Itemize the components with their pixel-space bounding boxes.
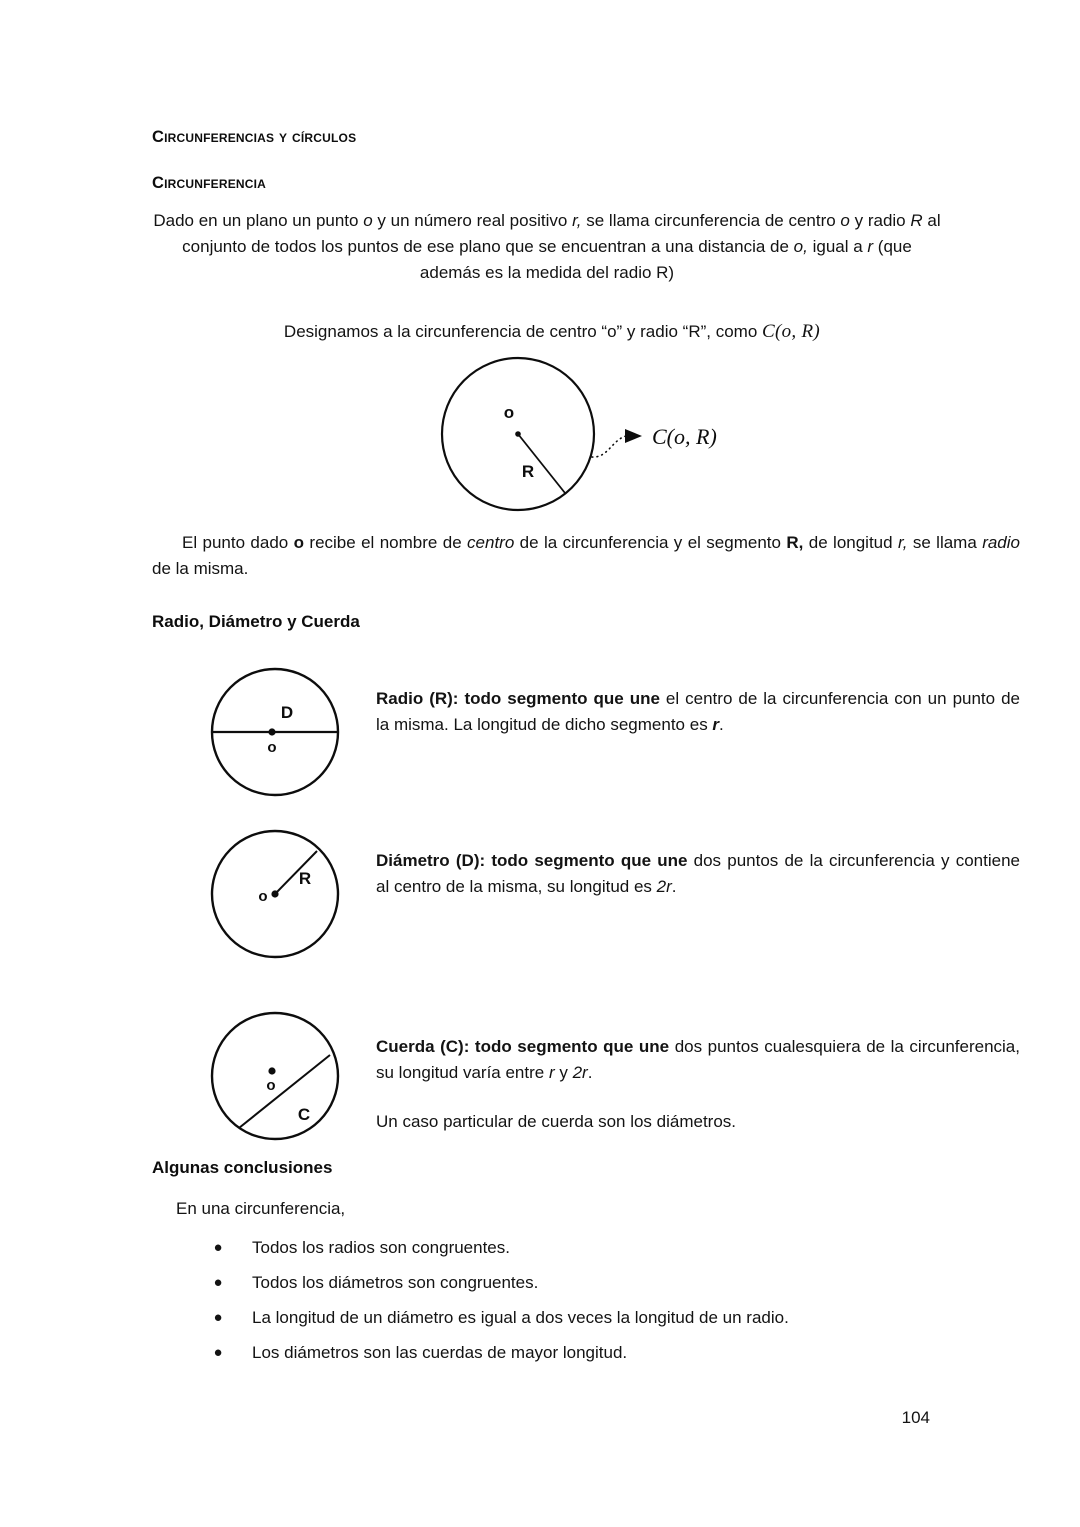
intro-var-o2: o	[840, 211, 850, 230]
designation-text	[152, 318, 952, 347]
definition-row-diametro	[152, 822, 1020, 987]
center-label: o	[503, 403, 515, 422]
main-circle-figure	[420, 352, 760, 522]
diametro-body-a: dos puntos de la circunferencia y contiene al centro de la misma, su longitud es	[376, 851, 1020, 897]
designation-lead: Designamos a la circunferencia de centro “o” y radio “R”, como	[283, 322, 763, 341]
centro-bold-R: R,	[786, 533, 804, 552]
chord-segment	[239, 1055, 330, 1128]
centro-seg-i: se llama	[907, 533, 983, 552]
figure-circle-with-chord	[187, 1008, 387, 1168]
cuerda-body-mid: y	[554, 1063, 573, 1083]
cuerda-definition-paragraph	[376, 1034, 1020, 1087]
page-number-text: 104	[901, 1408, 930, 1427]
radio-definition-paragraph	[376, 686, 1020, 739]
centro-italic-radio: radio	[982, 533, 1020, 552]
list-item	[210, 1230, 910, 1265]
definition-text-cuerda	[376, 1034, 1020, 1135]
centro-seg-a: El punto dado	[182, 533, 294, 552]
list-item	[210, 1335, 910, 1370]
conclusions-lead	[176, 1196, 345, 1222]
radius-circle-svg	[187, 822, 387, 982]
intro-seg-b: y un número real positivo	[372, 211, 573, 230]
centro-bold-o: o	[293, 533, 305, 552]
bullet-marker-icon: ●	[213, 1344, 223, 1361]
diametro-body-b: .	[671, 877, 677, 897]
list-item-label: Los diámetros son las cuerdas de mayor longitud.	[252, 1343, 628, 1362]
cuerda-extra-paragraph: Un caso particular de cuerda son los diámetros.	[376, 1111, 737, 1131]
conclusions-bullet-list	[210, 1230, 910, 1370]
centro-seg-e: de la circunferencia y el segmento	[514, 533, 787, 552]
center-label: o	[267, 739, 277, 756]
intro-definition-paragraph	[152, 208, 942, 285]
callout-math-label: C(o, R)	[652, 424, 717, 449]
center-definition-text	[152, 530, 1020, 582]
intro-var-o3: o,	[793, 236, 808, 256]
section-heading-text: Circunferencia	[152, 174, 267, 192]
definition-row-radio	[152, 660, 1020, 825]
intro-seg-e: al conjunto de todos los puntos de ese plano que se encuentran a una distancia de	[182, 211, 941, 256]
radio-body-b: .	[719, 715, 724, 735]
cuerda-body-a: dos puntos cualesquiera de la circunferencia, su longitud varía entre	[376, 1037, 1020, 1083]
dotted-arrow-line	[592, 436, 626, 457]
diametro-definition-paragraph	[376, 848, 1020, 901]
document-title-heading	[152, 128, 356, 147]
diameter-circle-svg	[187, 660, 387, 820]
radio-diametro-cuerda-heading	[152, 612, 360, 632]
conclusions-heading-text: Algunas conclusiones	[152, 1158, 333, 1177]
diameter-label: D	[280, 703, 294, 722]
definition-text-radio	[376, 686, 1020, 739]
centro-seg-c: recibe el nombre de	[304, 533, 468, 552]
arrowhead-icon	[625, 429, 642, 443]
centro-seg-g: de longitud	[803, 533, 898, 552]
radius-label: R	[298, 869, 312, 888]
section-heading	[152, 174, 266, 193]
chord-label: C	[297, 1105, 311, 1124]
list-item	[210, 1300, 910, 1335]
main-circle-svg	[420, 352, 760, 522]
page-number	[0, 1408, 930, 1428]
intro-var-r2: r	[867, 236, 874, 256]
intro-seg-g: (que además es la medida del radio R)	[419, 236, 912, 282]
figure-circle-with-radius	[187, 822, 387, 982]
diametro-bold-lead: Diámetro (D): todo segmento que une	[376, 851, 688, 870]
center-label: o	[258, 888, 268, 905]
radius-label: R	[521, 462, 535, 481]
bullet-marker-icon: ●	[213, 1274, 223, 1291]
cuerda-body-b: .	[587, 1063, 593, 1083]
centro-italic-centro: centro	[467, 533, 515, 552]
bullet-marker-icon: ●	[213, 1309, 223, 1326]
intro-var-R: R	[910, 211, 923, 230]
cuerda-emphasis-2r: 2r	[572, 1063, 588, 1083]
designation-paragraph	[152, 318, 952, 347]
intro-seg-c: se llama circunferencia de centro	[581, 211, 841, 230]
centro-italic-r: r,	[897, 533, 908, 552]
intro-var-r: r,	[572, 211, 582, 230]
list-item-label: Todos los diámetros son congruentes.	[252, 1273, 539, 1292]
center-definition-paragraph	[152, 530, 1020, 582]
conclusions-heading	[152, 1158, 332, 1178]
bullet-marker-icon: ●	[213, 1239, 223, 1256]
radio-bold-lead: Radio (R): todo segmento que une	[376, 689, 660, 708]
document-title-text: Circunferencias y círculos	[152, 128, 357, 146]
list-item-label: Todos los radios son congruentes.	[252, 1238, 510, 1257]
center-label: o	[266, 1077, 276, 1094]
chord-circle-svg	[187, 1008, 387, 1168]
rdc-heading-text: Radio, Diámetro y Cuerda	[152, 612, 360, 631]
center-point-dot	[268, 728, 275, 735]
radio-body-a: el centro de la circunferencia con un punto de la misma. La longitud de dicho segmento es	[376, 689, 1020, 735]
cuerda-emphasis-r: r	[548, 1063, 555, 1083]
intro-seg-d: y radio	[849, 211, 911, 230]
figure-circle-with-diameter	[187, 660, 387, 820]
intro-seg-a: Dado en un plano un punto	[153, 211, 364, 230]
radio-emphasis-r: r	[712, 715, 720, 735]
intro-paragraph-text	[152, 208, 942, 285]
diametro-emphasis-2r: 2r	[656, 877, 672, 897]
intro-seg-f: igual a	[807, 236, 868, 256]
definition-row-cuerda	[152, 1008, 1020, 1168]
designation-math-notation: C(o, R)	[762, 321, 821, 342]
center-point-dot	[271, 890, 278, 897]
centro-seg-k: de la misma.	[152, 558, 249, 578]
list-item-label: La longitud de un diámetro es igual a dos veces la longitud de un radio.	[252, 1308, 789, 1327]
list-item	[210, 1265, 910, 1300]
center-point-dot	[268, 1067, 275, 1074]
conclusions-lead-text: En una circunferencia,	[176, 1199, 346, 1218]
definition-text-diametro	[376, 848, 1020, 901]
intro-var-o: o	[363, 211, 373, 230]
cuerda-bold-lead: Cuerda (C): todo segmento que une	[376, 1037, 670, 1056]
circle-outline	[212, 1013, 338, 1139]
